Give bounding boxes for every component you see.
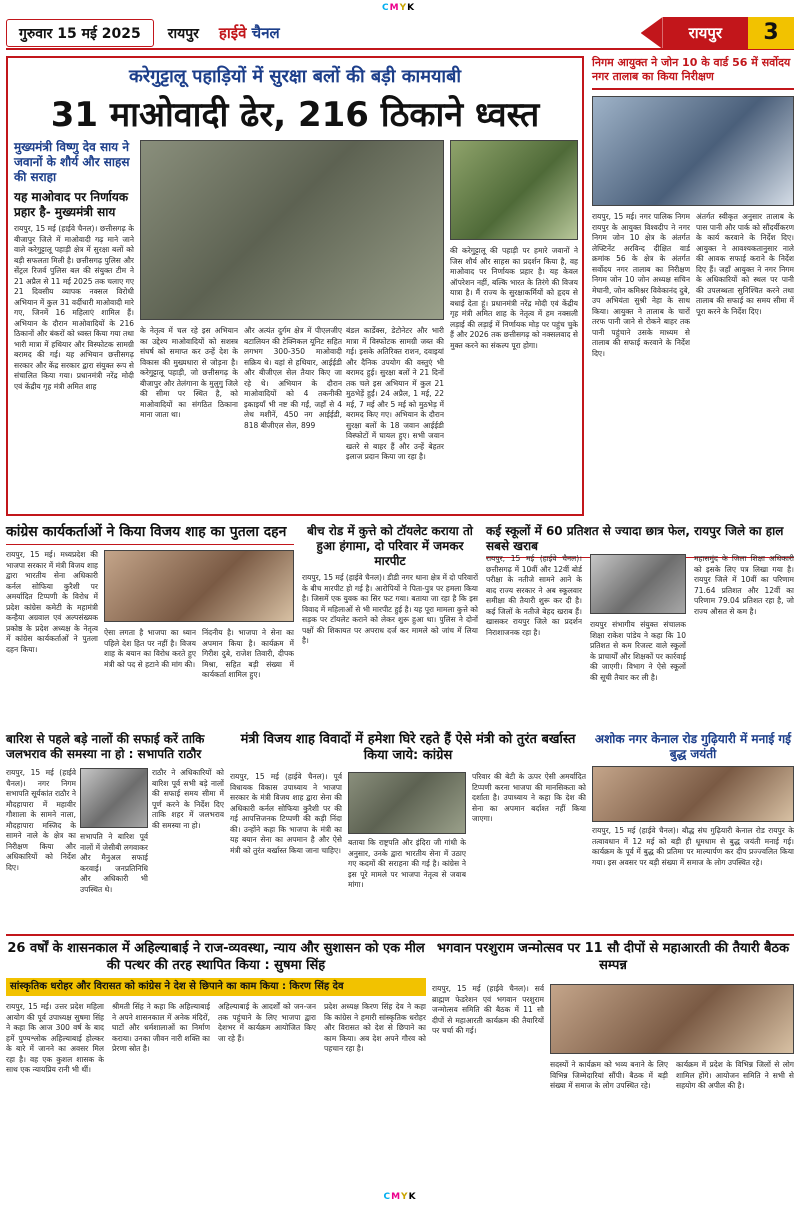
school-photo xyxy=(590,554,686,614)
school-col-3: महासमुंद के जिला शिक्षा अधिकारी को इसके लिए पत्र लिखा गया है। रायपुर जिले में 10वीं का परिणाम 71.64 प्रतिशत और 12वीं का परिणाम 79.04 प्रतिशत रहा है, जो राज्य औसत से कम है। xyxy=(694,554,794,616)
section-divider xyxy=(6,934,794,936)
cmyk-marks-bottom: CMYK xyxy=(383,1192,417,1202)
arrow-left-icon xyxy=(641,17,663,49)
parshuram-headline: भगवान परशुराम जन्मोत्सव पर 11 सौ दीपों से महाआरती की तैयारी बैठक सम्पन्न xyxy=(436,941,790,973)
side-story-commissioner xyxy=(592,56,794,516)
lead-photo-weapons xyxy=(140,140,444,320)
ahilya-col-3: अहिल्याबाई के आदर्शों को जन-जन तक पहुंचाने के लिए भाजपा द्वारा देशभर में कार्यक्रम आयोजित किए जा रहे हैं। xyxy=(218,1002,316,1043)
lead-col-2: के नेतृत्व में चल रहे इस अभियान का उद्देश्य माओवादियों को सशस्त्र संघर्ष को समाप्त कर उन्हें देश के विकास की मुख्यधारा से जोड़ना है। करेगुट्टालू पहाड़ी, जो छत्तीसगढ़ के बीजापुर और तेलंगाना के मुलुगु जिले की सीमा पर स्थित है, को माओवादियों का संगठित ठिकाना माना जाता था। xyxy=(140,326,238,419)
side-photo-lake xyxy=(592,96,794,206)
lead-headline: 31 माओवादी ढेर, 216 ठिकाने ध्वस्त xyxy=(50,95,540,135)
drain-headline: बारिश से पहले बड़े नालों की सफाई करें ताकि जलभराव की समस्या ना हो : सभापति राठौर xyxy=(6,732,205,761)
story-parshuram xyxy=(432,940,794,1190)
lead-photo-cm xyxy=(450,140,578,240)
parshuram-col-2: सदस्यों ने कार्यक्रम को भव्य बनाने के लिए विभिन्न जिम्मेदारियां सौंपी। बैठक में बड़ी संख्या में समाज के लोग उपस्थित रहे। xyxy=(550,1060,668,1090)
lead-subhead-1: मुख्यमंत्री विष्णु देव साय ने जवानों के शौर्य और साहस की सराहा xyxy=(14,140,130,184)
side-col-1: रायपुर, 15 मई। नगर पालिक निगम रायपुर के आयुक्त विश्वदीप ने नगर निगम जोन 10 क्षेत्र के अंतर्गत लेफ्टिनेंट अरविन्द दीक्षित वार्ड क्रमांक 56 के क्षेत्र के अंतर्गत सर्वोदय नगर तालाब का निरीक्षण निगम जोन 10 जोन अध्यक्ष सचिन मेघानी, जोन कमिश्नर विवेकानंद दुबे, उप अभियंता सुश्री नेहा के साथ किया। आयुक्त ने तालाब के चारों तरफ पानी जाने से रोकने बाहर तक पानी पहुंचाने उसके माध्यम से तालाब की सफाई करवाने के निर्देश दिए। xyxy=(592,212,690,358)
ahilya-col-2: श्रीमती सिंह ने कहा कि अहिल्याबाई ने अपने शासनकाल में अनेक मंदिरों, घाटों और धर्मशालाओं का निर्माण कराया। उनका जीवन नारी शक्ति का प्रेरणा स्रोत है। xyxy=(112,1002,210,1053)
school-headline: कई स्कूलों में 60 प्रतिशत से ज्यादा छात्र फेल, रायपुर जिले का हाल सबसे खराब xyxy=(486,524,794,558)
school-col-2: रायपुर संभागीय संयुक्त संचालक शिक्षा राकेश पांडेय ने कहा कि 10 प्रतिशत से कम रिजल्ट वाले स्कूलों के प्राचार्यों और शिक्षकों पर कार्रवाई की जाएगी। विभाग ने ऐसे स्कूलों की सूची तैयार कर ली है। xyxy=(590,620,686,682)
ahilya-subhead: सांस्कृतिक धरोहर और विरासत को कांग्रेस ने देश से छिपाने का काम किया : किरण सिंह देव xyxy=(6,978,426,996)
lead-col-4: बंडल कार्डेक्स, डेटोनेटर और भारी मात्रा में विस्फोटक सामग्री जब्त की गई। इसके अतिरिक्त राशन, दवाइयां और दैनिक उपयोग की वस्तुएं भी बरामद हुई। सुरक्षा बलों ने 21 दिनों तक चले इस अभियान में कुल 21 मुठभेड़ें हुईं। 24 अप्रैल, 1 मई, 22 मई, 7 मई और 5 मई को मुठभेड़ में बरामद किए गए। अभियान के दौरान सुरक्षा बलों के 18 जवान आईईडी विस्फोटों में घायल हुए। सभी जवान खतरे से बाहर हैं और उन्हें बेहतर इलाज प्रदान किया जा रहा है। xyxy=(346,326,444,461)
lead-col-1: रायपुर, 15 मई (हाईवे चैनल)। छत्तीसगढ़ के बीजापुर जिले में माओवादी गढ़ माने जाने वाले करेगुट्टालू पहाड़ी क्षेत्र में सुरक्षा बलों को बड़ी सफलता मिली है। छत्तीसगढ़ पुलिस और सेंट्रल रिजर्व पुलिस बल की संयुक्त टीम ने 21 अप्रैल से 11 मई 2025 तक चलाए गए 21 दिवसीय व्यापक नक्सल विरोधी अभियान में कुल 31 वर्दीधारी माओवादी मारे गए, जिनमें 16 महिलाएं शामिल हैं। अभियान के दौरान माओवादियों के 216 ठिकानों और बंकरों को ध्वस्त किया गया तथा भारी मात्रा में हथियार और विस्फोटक सामग्री बरामद की गई। यह अभियान छत्तीसगढ़ सरकार और केंद्र सरकार द्वारा संयुक्त रूप से संचालित किया गया। प्रधानमंत्री नरेंद्र मोदी एवं केंद्रीय गृह मंत्री अमित शाह xyxy=(14,224,134,391)
minister-col-2: बताया कि राष्ट्रपति और इंदिरा जी गांधी के अनुसार, उनके द्वारा भारतीय सेना में उठाए गए कदमों की सराहना की गई है। कांग्रेस ने इस पूरे मामले पर भाजपा नेतृत्व से जवाब मांगा। xyxy=(348,838,466,889)
lead-col-3: और अत्यंत दुर्गम क्षेत्र में पीएलजीए बटालियन की टेक्निकल यूनिट सहित लगभग 300-350 माओवादी सक्रिय थे। यहां से हथियार, आईईडी और बीजीएल सेल तैयार किए जा रहे थे। अभियान के दौरान माओवादियों को 4 तकनीकी इकाइयाँ भी नष्ट की गईं, जहाँ से 4 लेथ मशीनें, 450 नग आईईडी, 818 बीजीएल सेल, 899 xyxy=(244,326,342,430)
effigy-col-1: रायपुर, 15 मई। मध्यप्रदेश की भाजपा सरकार में मंत्री विजय शाह द्वारा भारतीय सेना अधिकारी कर्नल सोफिया कुरैशी पर अमर्यादित टिप्पणी के विरोध में प्रदेश कांग्रेस कमेटी के महामंत्री कन्हैया अग्रवाल एवं अल्पसंख्यक प्रकोष्ठ के प्रदेश अध्यक्ष के नेतृत्व में कांग्रेस कार्यकर्ताओं ने पुतला दहन किया। xyxy=(6,550,98,654)
minister-col-3: परिवार की बेटी के ऊपर ऐसी अमर्यादित टिप्पणी करना भाजपा की मानसिकता को दर्शाता है। उपाध्याय ने कहा कि देश की सेना का अपमान बर्दाश्त नहीं किया जाएगा। xyxy=(472,772,586,823)
masthead xyxy=(6,18,794,50)
effigy-photo xyxy=(104,550,294,622)
lead-col-5: की करेगुट्टालू की पहाड़ी पर हमारे जवानों ने जिस शौर्य और साहस का प्रदर्शन किया है, वह माओवाद पर निर्णायक प्रहार है। यह केवल ऑपरेशन नहीं, बल्कि भारत के तिरंगे की विजय यात्रा है। मैं राज्य के सुरक्षाकर्मियों को हृदय से बधाई देता हूं। प्रधानमंत्री नरेंद्र मोदी एवं केंद्रीय गृह मंत्री अमित शाह के नेतृत्व में हम नक्सली लड़ाई की लड़ाई में निर्णायक मोड़ पर पहुंच चुके हैं और 2026 तक छत्तीसगढ़ को नक्सलवाद से मुक्त करने का संकल्प पूरा होगा। xyxy=(450,246,578,350)
parshuram-photo xyxy=(550,984,794,1054)
story-drain xyxy=(6,732,224,928)
masthead-brand: हाईवे चैनल xyxy=(218,24,280,42)
buddha-body: रायपुर, 15 मई (हाईवे चैनल)। बौद्ध संघ गुढ़ियारी केनाल रोड रायपुर के तत्वावधान में 12 मई को बड़ी ही धूमधाम से बुद्ध जयंती मनाई गई। कार्यक्रम के पूर्व में बुद्ध की प्रतिमा पर माल्यार्पण कर दीप प्रज्ज्वलित किया गया। इस अवसर पर बड़ी संख्या में समाज के लोग उपस्थित रहे। xyxy=(592,826,794,867)
buddha-headline: अशोक नगर केनाल रोड गुढ़ियारी में मनाई गई बुद्ध जयंती xyxy=(594,732,792,761)
minister-headline: मंत्री विजय शाह विवादों में हमेशा घिरे रहते हैं ऐसे मंत्री को तुरंत बर्खास्त किया जाये: कांग्रेस xyxy=(240,732,576,763)
effigy-col-3: निंदनीय है। भाजपा ने सेना का अपमान किया है। कार्यक्रम में गिरीश दुबे, राजेश तिवारी, दीपक मिश्रा, सहित बड़ी संख्या में कार्यकर्ता शामिल हुए। xyxy=(202,628,294,679)
buddha-photo xyxy=(592,766,794,822)
ahilya-headline: 26 वर्षों के शासनकाल में अहिल्याबाई ने राज-व्यवस्था, न्याय और सुशासन को एक मील की पत्थर की तरह स्थापित किया : सुषमा सिंह xyxy=(7,941,425,973)
side-col-2: अंतर्गत स्वीकृत अनुसार तालाब के पास पानी और पार्क को सौंदर्यीकरण के कार्य करवाने के निर्देश दिए। आयुक्त ने आवश्यकतानुसार नाले की आवक सफाई कराने के निर्देश दिए हैं। जहाँ आयुक्त ने नगर निगम के अधिकारियों को स्थल पर पानी की उपलब्धता सुनिश्चित करने तथा तालाब की सफाई का समय सीमा में पूरा करने के निर्देश दिए। xyxy=(696,212,794,316)
story-minister xyxy=(230,732,586,928)
drain-col-1: रायपुर, 15 मई (हाईवे चैनल)। नगर निगम सभापति सूर्यकांत राठौर ने मौदहापारा में महावीर गौशाला के सामने नाला, मौदहापारा मस्जिद के सामने नाले के क्षेत्र का निरीक्षण किया और अधिकारियों को निर्देश दिए। xyxy=(6,768,76,872)
effigy-col-2: ऐसा लगता है भाजपा का ध्यान पहिले देश हित पर नहीं है। विजय शाह के बयान का विरोध करते हुए मंत्री को पद से हटाने की मांग की। xyxy=(104,628,196,669)
lead-story xyxy=(6,56,584,516)
dog-body: रायपुर, 15 मई (हाईवे चैनल)। डीडी नगर थाना क्षेत्र में दो परिवारों के बीच मारपीट हो गई है। आरोपियों ने पिता-पुत्र पर हमला किया है। जिसमें एक युवक का सिर फट गया। बताया जा रहा है कि इस विवाद में महिलाओं से भी मारपीट हुई है। यह पूरा मामला कुत्ते को सड़क पर टॉयलेट कराने को लेकर शुरू हुआ था। पुलिस ने दोनों पक्षों की शिकायत पर अपराध दर्ज कर मामले को जांच में लिया है। xyxy=(302,573,478,645)
drain-col-2: सभापति ने बारिश पूर्व नालों में जेसीबी लगवाकर और मैनुअल सफाई करवाई। जनप्रतिनिधि और अधिकारी भी उपस्थित थे। xyxy=(80,832,148,894)
story-buddha xyxy=(592,732,794,928)
lead-kicker: करेगुट्टालू पहाड़ियों में सुरक्षा बलों की बड़ी कामयाबी xyxy=(128,66,462,87)
story-school xyxy=(486,524,794,724)
ahilya-col-1: रायपुर, 15 मई। उत्तर प्रदेश महिला आयोग की पूर्व उपाध्यक्ष सुषमा सिंह ने कहा कि आज 300 वर्ष के बाद हमें पुण्यश्लोक अहिल्याबाई होल्कर के बारे में जानने का अवसर मिल रहा है। वह एक कुशल शासक के साथ एक न्यायप्रिय रानी भी थीं। xyxy=(6,1002,104,1074)
masthead-city: रायपुर xyxy=(167,25,199,42)
school-col-1: रायपुर, 15 मई (हाईवे चैनल)। छत्तीसगढ़ में 10वीं और 12वीं बोर्ड परीक्षा के नतीजे सामने आने के बाद राज्य सरकार ने अब स्कूलवार समीक्षा की तैयारी शुरू कर दी है। कई जिलों के नतीजे बेहद खराब हैं। खासकर रायपुर जिले का प्रदर्शन निराशाजनक रहा है। xyxy=(486,554,582,637)
cmyk-marks-top: CMYK xyxy=(382,3,416,13)
effigy-headline: कांग्रेस कार्यकर्ताओं ने किया विजय शाह का पुतला दहन xyxy=(6,524,294,545)
minister-col-1: रायपुर, 15 मई (हाईवे चैनल)। पूर्व विधायक विकास उपाध्याय ने भाजपा सरकार के मंत्री विजय शाह द्वारा सेना की अधिकारी कर्नल सोफिया कुरैशी पर की गई आपत्तिजनक टिप्पणी की कड़ी निंदा की। उन्होंने कहा कि भाजपा के मंत्री का यह बयान सेना का अपमान है और ऐसे मंत्री को तुरंत बर्खास्त किया जाना चाहिए। xyxy=(230,772,342,855)
side-headline: निगम आयुक्त ने जोन 10 के वार्ड 56 में सर्वोदय नगर तालाब का किया निरीक्षण xyxy=(592,56,794,90)
page-number: 3 xyxy=(748,17,794,49)
story-ahilya xyxy=(6,940,426,1190)
story-dog xyxy=(302,524,478,724)
story-effigy xyxy=(6,524,294,724)
dog-headline: बीच रोड में कुत्ते को टॉयलेट कराया तो हुआ हंगामा, दो परिवार में जमकर मारपीट xyxy=(307,524,473,568)
ahilya-col-4: प्रदेश अध्यक्ष किरण सिंह देव ने कहा कि कांग्रेस ने हमारी सांस्कृतिक धरोहर और विरासत को देश से छिपाने का काम किया। अब देश अपने गौरव को पहचान रहा है। xyxy=(324,1002,426,1053)
drain-col-3: राठौर ने अधिकारियों को बारिश पूर्व सभी बड़े नालों की सफाई समय सीमा में पूर्ण करने के निर्देश दिए ताकि शहर में जलभराव की समस्या ना हो। xyxy=(152,768,224,830)
minister-photo xyxy=(348,772,466,834)
parshuram-col-1: रायपुर, 15 मई (हाईवे चैनल)। सर्व ब्राह्मण फेडरेशन एवं भगवान परशुराम जन्मोत्सव समिति की बैठक में 11 सौ दीपों से महाआरती कार्यक्रम की तैयारियों पर चर्चा की गई। xyxy=(432,984,544,1035)
drain-photo xyxy=(80,768,148,828)
lead-subhead-2: यह माओवाद पर निर्णायक प्रहार है- मुख्यमंत्री साय xyxy=(14,190,129,219)
section-label: रायपुर xyxy=(663,17,748,49)
masthead-date: गुरुवार 15 मई 2025 xyxy=(6,19,154,47)
parshuram-col-3: कार्यक्रम में प्रदेश के विभिन्न जिलों से लोग शामिल होंगे। आयोजन समिति ने सभी से सहयोग की अपील की है। xyxy=(676,1060,794,1090)
